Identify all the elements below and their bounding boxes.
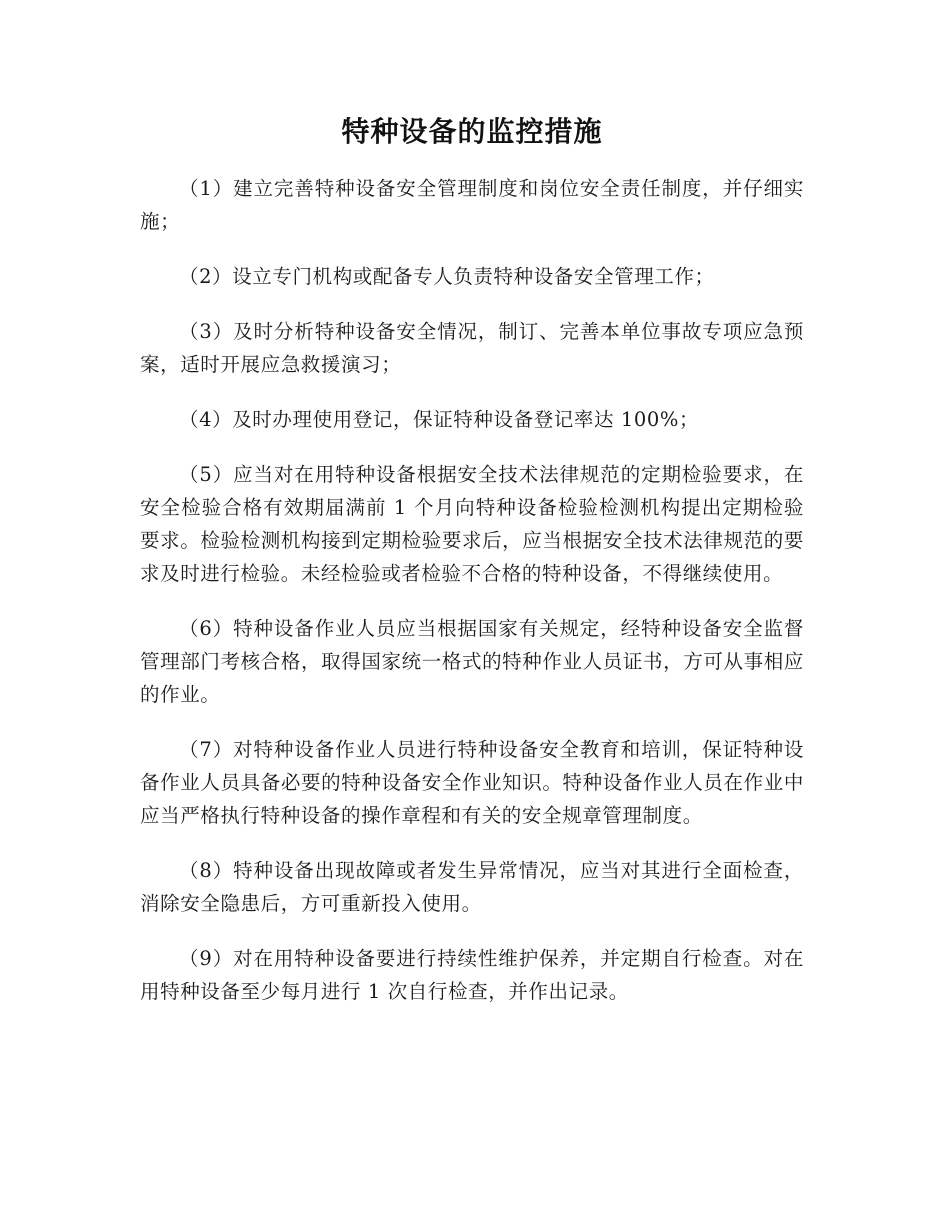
document-title: 特种设备的监控措施 xyxy=(341,115,603,148)
paragraph-8: （8）特种设备出现故障或者发生异常情况，应当对其进行全面检查，消除安全隐患后，方可重新投入使用。 xyxy=(140,859,804,915)
paragraph-2: （2）设立专门机构或配备专人负责特种设备安全管理工作； xyxy=(179,265,715,288)
paragraph-3: （3）及时分析特种设备安全情况，制订、完善本单位事故专项应急预案，适时开展应急救援演习； xyxy=(140,320,804,376)
paragraph-1: （1）建立完善特种设备安全管理制度和岗位安全责任制度，并仔细实施； xyxy=(140,177,804,233)
paragraph-7: （7）对特种设备作业人员进行特种设备安全教育和培训，保证特种设备作业人员具备必要的特种设备安全作业知识。特种设备作业人员在作业中应当严格执行特种设备的操作章程和有关的安全规章管理制度。 xyxy=(140,738,804,827)
document-body xyxy=(140,112,804,1030)
paragraph-4: （4）及时办理使用登记，保证特种设备登记率达 100%； xyxy=(179,408,700,431)
paragraph-6: （6）特种设备作业人员应当根据国家有关规定，经特种设备安全监督管理部门考核合格，取得国家统一格式的特种作业人员证书，方可从事相应的作业。 xyxy=(140,617,804,706)
paragraph-5: （5）应当对在用特种设备根据安全技术法律规范的定期检验要求，在安全检验合格有效期届满前 1 个月向特种设备检验检测机构提出定期检验要求。检验检测机构接到定期检验要求后，应当根据安全技术法律规范的要求及时进行检验。未经检验或者检验不合格的特种设备，不得继续使用。 xyxy=(140,463,804,585)
paragraph-9: （9）对在用特种设备要进行持续性维护保养，并定期自行检查。对在用特种设备至少每月进行 1 次自行检查，并作出记录。 xyxy=(140,947,804,1003)
